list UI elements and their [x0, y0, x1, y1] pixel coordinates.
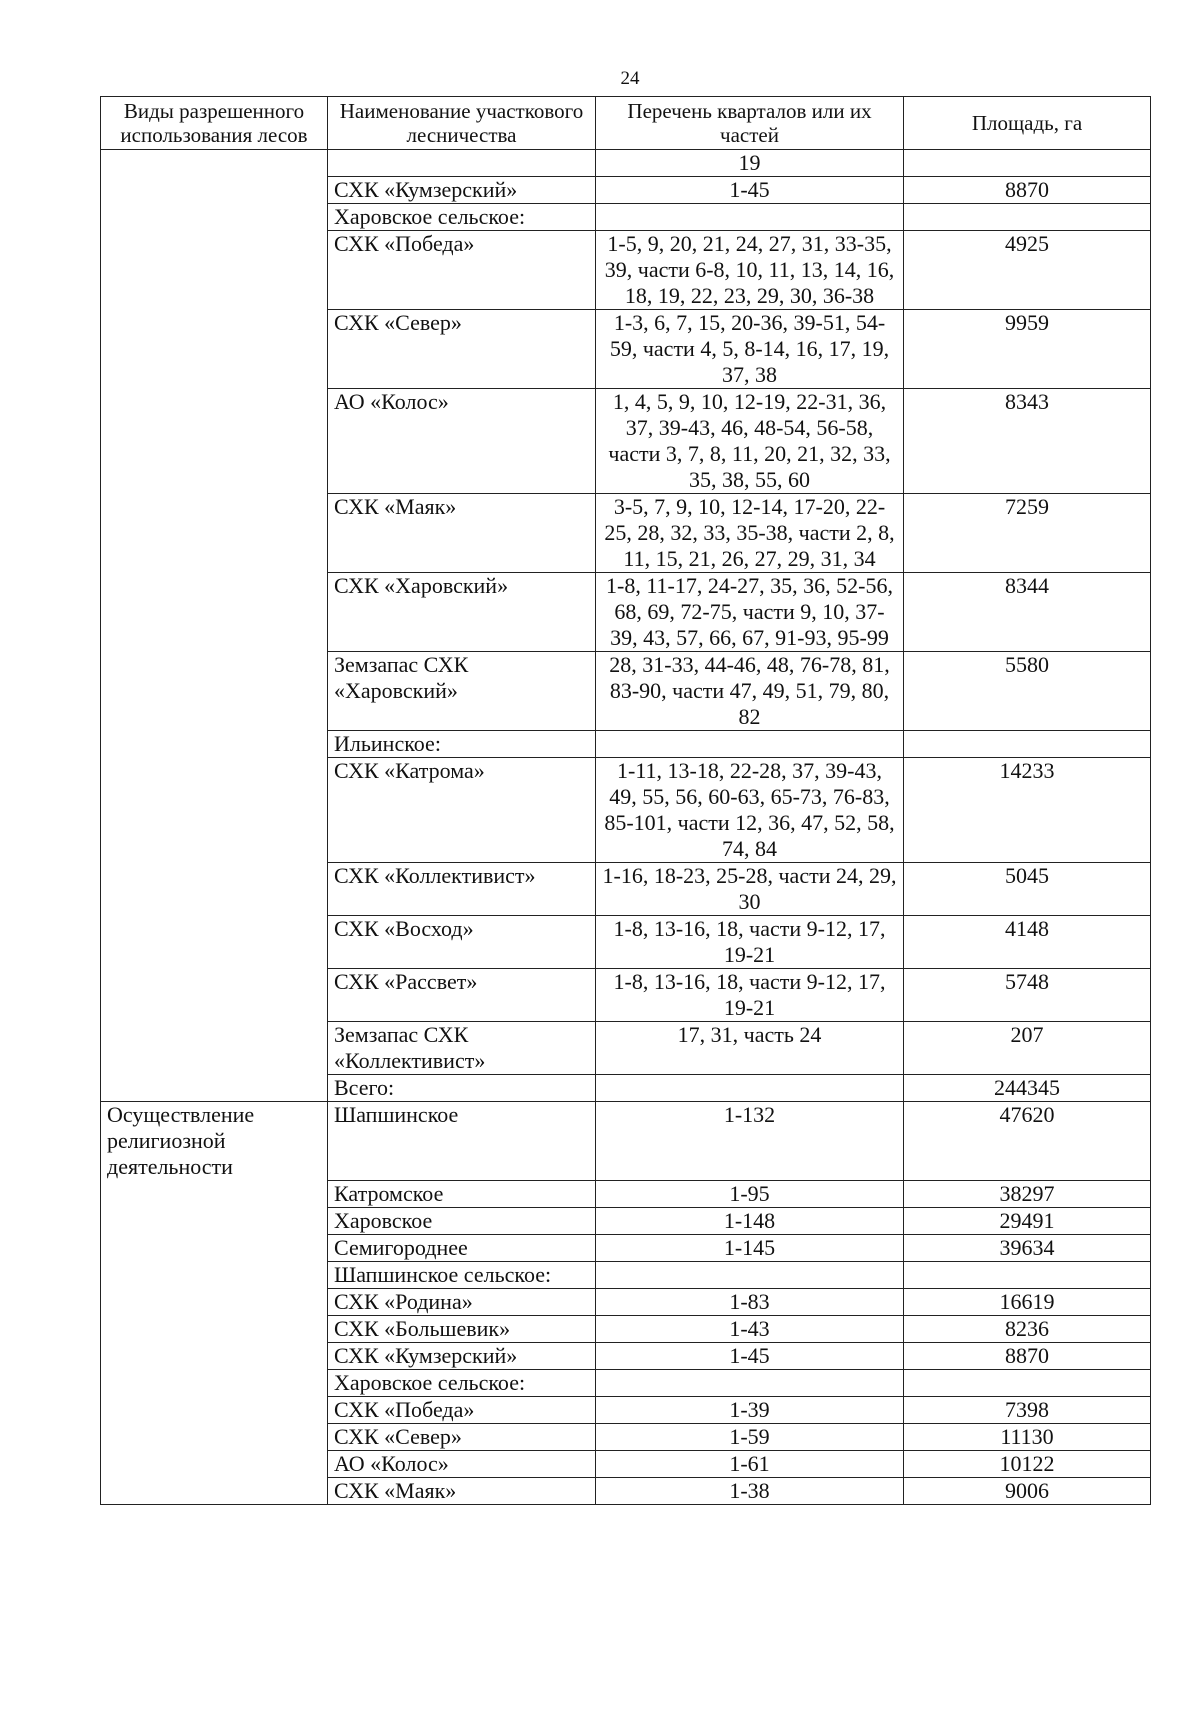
- cell-forestry-name: СХК «Родина»: [328, 1288, 596, 1315]
- cell-area: [904, 731, 1151, 758]
- cell-forestry-name: Катромское: [328, 1180, 596, 1207]
- cell-quarters: 1-145: [596, 1234, 904, 1261]
- table-row: [101, 1075, 1151, 1102]
- cell-use-type: [101, 494, 328, 573]
- cell-area: 16619: [904, 1288, 1151, 1315]
- cell-forestry-name: СХК «Большевик»: [328, 1315, 596, 1342]
- table-header-row: [101, 97, 1151, 150]
- cell-area: 8870: [904, 1342, 1151, 1369]
- cell-quarters: 1-5, 9, 20, 21, 24, 27, 31, 33-35, 39, части 6-8, 10, 11, 13, 14, 16, 18, 19, 22, 23, 29, 30, 36-38: [596, 231, 904, 310]
- cell-use-type: [101, 1207, 328, 1234]
- table-row: [101, 1288, 1151, 1315]
- cell-use-type: [101, 652, 328, 731]
- table-row: [101, 1180, 1151, 1207]
- cell-area: 7259: [904, 494, 1151, 573]
- cell-forestry-name: Харовское: [328, 1207, 596, 1234]
- cell-use-type: [101, 1022, 328, 1075]
- cell-use-type: [101, 863, 328, 916]
- cell-use-type: [101, 1261, 328, 1288]
- table-row: [101, 863, 1151, 916]
- cell-quarters: 3-5, 7, 9, 10, 12-14, 17-20, 22-25, 28, 32, 33, 35-38, части 2, 8, 11, 15, 21, 26, 27, 29, 31, 34: [596, 494, 904, 573]
- table-row: [101, 389, 1151, 494]
- cell-forestry-name: СХК «Север»: [328, 1423, 596, 1450]
- cell-quarters: [596, 204, 904, 231]
- cell-forestry-name: Семигороднее: [328, 1234, 596, 1261]
- cell-quarters: 17, 31, часть 24: [596, 1022, 904, 1075]
- cell-forestry-name: СХК «Кумзерский»: [328, 177, 596, 204]
- cell-use-type: [101, 310, 328, 389]
- cell-area: 4148: [904, 916, 1151, 969]
- cell-area: 5748: [904, 969, 1151, 1022]
- table-row: [101, 969, 1151, 1022]
- cell-forestry-name: СХК «Коллективист»: [328, 863, 596, 916]
- cell-forestry-name: СХК «Маяк»: [328, 1477, 596, 1504]
- cell-forestry-name: СХК «Восход»: [328, 916, 596, 969]
- cell-area: 8236: [904, 1315, 1151, 1342]
- cell-area: 7398: [904, 1396, 1151, 1423]
- table-row: [101, 758, 1151, 863]
- cell-area: 14233: [904, 758, 1151, 863]
- cell-use-type: [101, 758, 328, 863]
- cell-forestry-name: [328, 150, 596, 177]
- cell-area: 4925: [904, 231, 1151, 310]
- cell-quarters: [596, 1261, 904, 1288]
- header-forestry: Наименование участкового лесничества: [328, 97, 596, 150]
- cell-area: 5580: [904, 652, 1151, 731]
- header-quarters: Перечень кварталов или их частей: [596, 97, 904, 150]
- cell-use-type: [101, 389, 328, 494]
- cell-forestry-name: СХК «Маяк»: [328, 494, 596, 573]
- cell-area: 10122: [904, 1450, 1151, 1477]
- cell-forestry-name: СХК «Север»: [328, 310, 596, 389]
- table-row: [101, 177, 1151, 204]
- cell-forestry-name: СХК «Кумзерский»: [328, 1342, 596, 1369]
- cell-area: 8343: [904, 389, 1151, 494]
- cell-use-type: [101, 1180, 328, 1207]
- cell-area: 39634: [904, 1234, 1151, 1261]
- cell-use-type: [101, 969, 328, 1022]
- cell-quarters: 1-59: [596, 1423, 904, 1450]
- table-row: [101, 1102, 1151, 1181]
- cell-quarters: 1-132: [596, 1102, 904, 1181]
- cell-quarters: 1-148: [596, 1207, 904, 1234]
- cell-use-type: [101, 231, 328, 310]
- table-row: [101, 310, 1151, 389]
- cell-use-type: [101, 731, 328, 758]
- table-row: [101, 1477, 1151, 1504]
- cell-area: 47620: [904, 1102, 1151, 1181]
- table-row: [101, 916, 1151, 969]
- cell-use-type: [101, 1234, 328, 1261]
- table-row: [101, 494, 1151, 573]
- table-row: [101, 1315, 1151, 1342]
- cell-forestry-name: СХК «Катрома»: [328, 758, 596, 863]
- table-row: [101, 1450, 1151, 1477]
- cell-quarters: 1-8, 13-16, 18, части 9-12, 17, 19-21: [596, 916, 904, 969]
- table-row: [101, 1261, 1151, 1288]
- cell-quarters: 1-45: [596, 1342, 904, 1369]
- cell-quarters: [596, 731, 904, 758]
- cell-area: 9006: [904, 1477, 1151, 1504]
- page-number: 24: [620, 68, 640, 89]
- cell-area: 9959: [904, 310, 1151, 389]
- cell-use-type: Осуществление религиозной деятельности: [101, 1102, 328, 1181]
- cell-area: 38297: [904, 1180, 1151, 1207]
- cell-forestry-name: Всего:: [328, 1075, 596, 1102]
- cell-forestry-name: Земзапас СХК «Коллективист»: [328, 1022, 596, 1075]
- cell-quarters: 28, 31-33, 44-46, 48, 76-78, 81, 83-90, части 47, 49, 51, 79, 80, 82: [596, 652, 904, 731]
- cell-use-type: [101, 1315, 328, 1342]
- cell-forestry-name: СХК «Рассвет»: [328, 969, 596, 1022]
- cell-area: 244345: [904, 1075, 1151, 1102]
- table-row: [101, 150, 1151, 177]
- table-row: [101, 1396, 1151, 1423]
- header-use-type: Виды разрешенного использования лесов: [101, 97, 328, 150]
- cell-quarters: 1-83: [596, 1288, 904, 1315]
- cell-quarters: 1, 4, 5, 9, 10, 12-19, 22-31, 36, 37, 39-43, 46, 48-54, 56-58, части 3, 7, 8, 11, 20, 21, 32, 33, 35, 38, 55, 60: [596, 389, 904, 494]
- cell-forestry-name: Земзапас СХК «Харовский»: [328, 652, 596, 731]
- cell-quarters: 1-3, 6, 7, 15, 20-36, 39-51, 54-59, части 4, 5, 8-14, 16, 17, 19, 37, 38: [596, 310, 904, 389]
- cell-area: [904, 1261, 1151, 1288]
- cell-quarters: 1-8, 13-16, 18, части 9-12, 17, 19-21: [596, 969, 904, 1022]
- cell-use-type: [101, 1423, 328, 1450]
- cell-area: 8870: [904, 177, 1151, 204]
- cell-area: [904, 204, 1151, 231]
- cell-quarters: 1-61: [596, 1450, 904, 1477]
- cell-area: 207: [904, 1022, 1151, 1075]
- table-row: [101, 1234, 1151, 1261]
- cell-quarters: 1-16, 18-23, 25-28, части 24, 29, 30: [596, 863, 904, 916]
- table-row: [101, 652, 1151, 731]
- table-row: [101, 1423, 1151, 1450]
- cell-area: [904, 150, 1151, 177]
- cell-use-type: [101, 1369, 328, 1396]
- cell-use-type: [101, 1396, 328, 1423]
- cell-quarters: 1-38: [596, 1477, 904, 1504]
- cell-forestry-name: Ильинское:: [328, 731, 596, 758]
- cell-quarters: [596, 1075, 904, 1102]
- cell-forestry-name: Харовское сельское:: [328, 204, 596, 231]
- cell-area: 29491: [904, 1207, 1151, 1234]
- cell-quarters: 1-8, 11-17, 24-27, 35, 36, 52-56, 68, 69, 72-75, части 9, 10, 37-39, 43, 57, 66, 67, 91-93, 95-99: [596, 573, 904, 652]
- cell-forestry-name: АО «Колос»: [328, 1450, 596, 1477]
- table-row: [101, 1022, 1151, 1075]
- cell-use-type: [101, 1075, 328, 1102]
- table-body: [101, 150, 1151, 1505]
- cell-use-type: [101, 573, 328, 652]
- cell-use-type: [101, 916, 328, 969]
- table-row: [101, 573, 1151, 652]
- cell-use-type: [101, 1450, 328, 1477]
- cell-use-type: [101, 1342, 328, 1369]
- table-row: [101, 731, 1151, 758]
- cell-forestry-name: СХК «Победа»: [328, 231, 596, 310]
- cell-quarters: 1-43: [596, 1315, 904, 1342]
- cell-area: 8344: [904, 573, 1151, 652]
- cell-forestry-name: АО «Колос»: [328, 389, 596, 494]
- table-row: [101, 231, 1151, 310]
- cell-area: 11130: [904, 1423, 1151, 1450]
- cell-quarters: [596, 1369, 904, 1396]
- cell-quarters: 1-39: [596, 1396, 904, 1423]
- cell-forestry-name: СХК «Харовский»: [328, 573, 596, 652]
- cell-use-type: [101, 177, 328, 204]
- cell-use-type: [101, 150, 328, 177]
- table-row: [101, 1369, 1151, 1396]
- cell-forestry-name: Шапшинское: [328, 1102, 596, 1181]
- cell-area: 5045: [904, 863, 1151, 916]
- cell-forestry-name: Шапшинское сельское:: [328, 1261, 596, 1288]
- cell-quarters: 1-95: [596, 1180, 904, 1207]
- table-row: [101, 1342, 1151, 1369]
- cell-use-type: [101, 1477, 328, 1504]
- forest-use-table: [100, 96, 1151, 1505]
- cell-use-type: [101, 204, 328, 231]
- cell-quarters: 19: [596, 150, 904, 177]
- header-area: Площадь, га: [904, 97, 1151, 150]
- cell-forestry-name: СХК «Победа»: [328, 1396, 596, 1423]
- table-row: [101, 204, 1151, 231]
- cell-forestry-name: Харовское сельское:: [328, 1369, 596, 1396]
- cell-area: [904, 1369, 1151, 1396]
- table-row: [101, 1207, 1151, 1234]
- cell-quarters: 1-45: [596, 177, 904, 204]
- cell-quarters: 1-11, 13-18, 22-28, 37, 39-43, 49, 55, 56, 60-63, 65-73, 76-83, 85-101, части 12, 36, 47, 52, 58, 74, 84: [596, 758, 904, 863]
- cell-use-type: [101, 1288, 328, 1315]
